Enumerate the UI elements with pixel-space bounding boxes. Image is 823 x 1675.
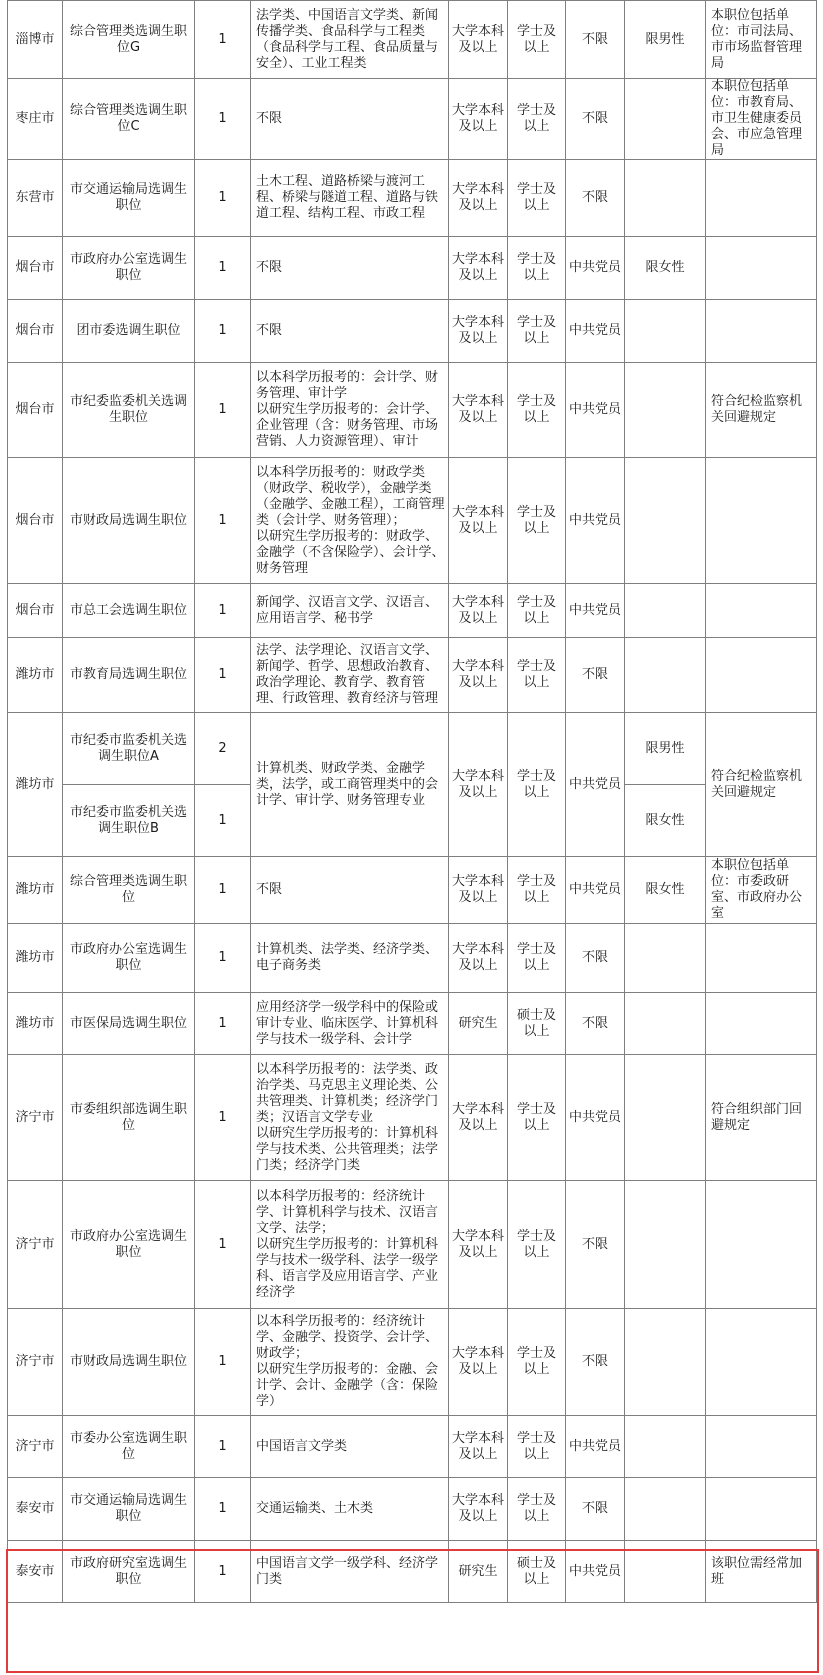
- cell-note: [706, 1478, 817, 1541]
- cell-city: 淄博市: [8, 1, 63, 79]
- cell-degree: 学士及以上: [508, 713, 566, 857]
- cell-party: 中共党员: [566, 363, 625, 458]
- cell-edu: 大学本科及以上: [449, 363, 508, 458]
- cell-gender: [625, 1309, 706, 1416]
- cell-pos: 市医保局选调生职位: [63, 993, 195, 1055]
- cell-count: 1: [195, 1416, 251, 1478]
- cell-pos: 市纪委市监委机关选调生职位B: [63, 785, 195, 857]
- cell-count: 1: [195, 924, 251, 993]
- cell-city: 泰安市: [8, 1541, 63, 1603]
- cell-gender: [625, 300, 706, 363]
- cell-major: 以本科学历报考的：经济统计学、金融学、投资学、会计学、财政学； 以研究生学历报考的：金融、会计学、会计、金融学（含：保险学）: [251, 1309, 449, 1416]
- cell-major: 不限: [251, 79, 449, 160]
- cell-party: 中共党员: [566, 237, 625, 300]
- cell-major: 计算机类、财政学类、金融学类，法学，或工商管理类中的会计学、审计学、财务管理专业: [251, 713, 449, 857]
- cell-edu: 大学本科及以上: [449, 160, 508, 237]
- table-row: [8, 857, 817, 924]
- cell-degree: 硕士及以上: [508, 1541, 566, 1603]
- cell-note: 符合组织部门回避规定: [706, 1055, 817, 1181]
- cell-gender: [625, 1541, 706, 1603]
- cell-party: 中共党员: [566, 1416, 625, 1478]
- cell-edu: 大学本科及以上: [449, 1055, 508, 1181]
- cell-note: 本职位包括单位：市委政研室、市政府办公室: [706, 857, 817, 924]
- table-row: [8, 1, 817, 79]
- cell-count: 1: [195, 857, 251, 924]
- cell-degree: 学士及以上: [508, 237, 566, 300]
- cell-party: 中共党员: [566, 458, 625, 584]
- cell-note: [706, 1309, 817, 1416]
- cell-count: 1: [195, 1181, 251, 1309]
- cell-degree: 学士及以上: [508, 458, 566, 584]
- cell-degree: 学士及以上: [508, 924, 566, 993]
- cell-degree: 学士及以上: [508, 79, 566, 160]
- cell-edu: 大学本科及以上: [449, 1416, 508, 1478]
- cell-note: [706, 1181, 817, 1309]
- cell-major: 交通运输类、土木类: [251, 1478, 449, 1541]
- cell-gender: [625, 1055, 706, 1181]
- cell-major: 以本科学历报考的：法学类、政治学类、马克思主义理论类、公共管理类、计算机类；经济学门类；汉语言文学专业 以研究生学历报考的：计算机科学与技术类、公共管理类；法学门类；经济学门类: [251, 1055, 449, 1181]
- cell-degree: 学士及以上: [508, 1181, 566, 1309]
- cell-count: 1: [195, 1478, 251, 1541]
- cell-pos: 市委组织部选调生职位: [63, 1055, 195, 1181]
- cell-gender: [625, 363, 706, 458]
- table-row: [8, 1541, 817, 1603]
- table-body: [8, 1, 817, 1603]
- cell-pos: 市财政局选调生职位: [63, 1309, 195, 1416]
- cell-note: 符合纪检监察机关回避规定: [706, 363, 817, 458]
- cell-edu: 大学本科及以上: [449, 1181, 508, 1309]
- cell-count: 1: [195, 1541, 251, 1603]
- cell-major: 以本科学历报考的：会计学、财务管理、审计学 以研究生学历报考的：会计学、企业管理（含：财务管理、市场营销、人力资源管理）、审计: [251, 363, 449, 458]
- cell-party: 中共党员: [566, 300, 625, 363]
- cell-gender: [625, 924, 706, 993]
- cell-major: 不限: [251, 300, 449, 363]
- cell-gender: [625, 1181, 706, 1309]
- cell-edu: 大学本科及以上: [449, 924, 508, 993]
- cell-gender: [625, 993, 706, 1055]
- cell-city: 烟台市: [8, 300, 63, 363]
- cell-edu: 大学本科及以上: [449, 1309, 508, 1416]
- cell-major: 中国语言文学一级学科、经济学门类: [251, 1541, 449, 1603]
- cell-city: 烟台市: [8, 458, 63, 584]
- cell-party: 不限: [566, 924, 625, 993]
- cell-count: 1: [195, 363, 251, 458]
- table-row: [8, 1181, 817, 1309]
- cell-gender: 限女性: [625, 785, 706, 857]
- cell-gender: [625, 160, 706, 237]
- cell-city: 济宁市: [8, 1309, 63, 1416]
- cell-degree: 学士及以上: [508, 1309, 566, 1416]
- cell-major: 法学类、中国语言文学类、新闻传播学类、食品科学与工程类（食品科学与工程、食品质量与安全）、工业工程类: [251, 1, 449, 79]
- cell-pos: 综合管理类选调生职位G: [63, 1, 195, 79]
- cell-degree: 学士及以上: [508, 1055, 566, 1181]
- cell-major: 土木工程、道路桥梁与渡河工程、桥梁与隧道工程、道路与铁道工程、结构工程、市政工程: [251, 160, 449, 237]
- cell-party: 不限: [566, 1, 625, 79]
- cell-degree: 硕士及以上: [508, 993, 566, 1055]
- cell-count: 1: [195, 993, 251, 1055]
- cell-edu: 大学本科及以上: [449, 638, 508, 713]
- cell-major: 新闻学、汉语言文学、汉语言、应用语言学、秘书学: [251, 584, 449, 638]
- cell-pos: 市总工会选调生职位: [63, 584, 195, 638]
- table-row: [8, 993, 817, 1055]
- cell-party: 不限: [566, 638, 625, 713]
- cell-degree: 学士及以上: [508, 363, 566, 458]
- cell-pos: 市政府办公室选调生职位: [63, 924, 195, 993]
- table-row: [8, 300, 817, 363]
- table-row: [8, 1309, 817, 1416]
- cell-party: 中共党员: [566, 1055, 625, 1181]
- cell-party: 不限: [566, 1309, 625, 1416]
- cell-party: 中共党员: [566, 1541, 625, 1603]
- cell-edu: 大学本科及以上: [449, 300, 508, 363]
- cell-count: 1: [195, 300, 251, 363]
- cell-gender: 限女性: [625, 237, 706, 300]
- cell-degree: 学士及以上: [508, 1478, 566, 1541]
- cell-major: 以本科学历报考的：财政学类（财政学、税收学），金融学类（金融学、金融工程），工商管理类（会计学、财务管理）； 以研究生学历报考的：财政学、金融学（不含保险学）、会计学、财务管理: [251, 458, 449, 584]
- cell-city: 潍坊市: [8, 924, 63, 993]
- cell-pos: 市政府办公室选调生职位: [63, 237, 195, 300]
- cell-edu: 大学本科及以上: [449, 237, 508, 300]
- cell-city: 潍坊市: [8, 713, 63, 857]
- cell-degree: 学士及以上: [508, 638, 566, 713]
- cell-count: 1: [195, 79, 251, 160]
- cell-gender: [625, 584, 706, 638]
- table-row: [8, 458, 817, 584]
- cell-count: 1: [195, 160, 251, 237]
- cell-note: [706, 237, 817, 300]
- cell-count: 1: [195, 237, 251, 300]
- cell-pos: 市交通运输局选调生职位: [63, 160, 195, 237]
- cell-gender: 限男性: [625, 713, 706, 785]
- cell-city: 烟台市: [8, 584, 63, 638]
- cell-city: 泰安市: [8, 1478, 63, 1541]
- cell-party: 不限: [566, 79, 625, 160]
- cell-party: 不限: [566, 1181, 625, 1309]
- cell-pos: 市交通运输局选调生职位: [63, 1478, 195, 1541]
- table-row: [8, 79, 817, 160]
- cell-count: 2: [195, 713, 251, 785]
- cell-pos: 市纪委市监委机关选调生职位A: [63, 713, 195, 785]
- cell-degree: 学士及以上: [508, 1, 566, 79]
- table-row: [8, 638, 817, 713]
- table-row: [8, 1478, 817, 1541]
- cell-city: 潍坊市: [8, 638, 63, 713]
- table-row: [8, 584, 817, 638]
- cell-degree: 学士及以上: [508, 584, 566, 638]
- cell-city: 潍坊市: [8, 993, 63, 1055]
- cell-note: 该职位需经常加班: [706, 1541, 817, 1603]
- table-row: [8, 363, 817, 458]
- table-row: [8, 1055, 817, 1181]
- cell-count: 1: [195, 1055, 251, 1181]
- cell-note: [706, 300, 817, 363]
- cell-city: 潍坊市: [8, 857, 63, 924]
- cell-pos: 市教育局选调生职位: [63, 638, 195, 713]
- cell-major: 以本科学历报考的：经济统计学、计算机科学与技术、汉语言文学、法学； 以研究生学历报考的：计算机科学与技术一级学科、法学一级学科、语言学及应用语言学、产业经济学: [251, 1181, 449, 1309]
- cell-note: 本职位包括单位：市司法局、市市场监督管理局: [706, 1, 817, 79]
- table-row: [8, 237, 817, 300]
- cell-note: [706, 160, 817, 237]
- cell-edu: 大学本科及以上: [449, 79, 508, 160]
- cell-pos: 综合管理类选调生职位C: [63, 79, 195, 160]
- cell-pos: 市委办公室选调生职位: [63, 1416, 195, 1478]
- cell-party: 中共党员: [566, 713, 625, 857]
- table-row: [8, 713, 817, 785]
- cell-pos: 市政府办公室选调生职位: [63, 1181, 195, 1309]
- table-row: [8, 924, 817, 993]
- cell-major: 法学、法学理论、汉语言文学、新闻学、哲学、思想政治教育、政治学理论、教育学、教育管理、行政管理、教育经济与管理: [251, 638, 449, 713]
- cell-degree: 学士及以上: [508, 857, 566, 924]
- cell-degree: 学士及以上: [508, 160, 566, 237]
- cell-major: 计算机类、法学类、经济学类、电子商务类: [251, 924, 449, 993]
- cell-city: 烟台市: [8, 363, 63, 458]
- cell-note: 本职位包括单位：市教育局、市卫生健康委员会、市应急管理局: [706, 79, 817, 160]
- recruitment-table: [7, 0, 817, 1603]
- cell-note: [706, 584, 817, 638]
- cell-gender: 限男性: [625, 1, 706, 79]
- cell-pos: 团市委选调生职位: [63, 300, 195, 363]
- cell-gender: 限女性: [625, 857, 706, 924]
- table-row: [8, 1416, 817, 1478]
- cell-edu: 大学本科及以上: [449, 458, 508, 584]
- cell-pos: 市财政局选调生职位: [63, 458, 195, 584]
- cell-count: 1: [195, 1, 251, 79]
- cell-city: 烟台市: [8, 237, 63, 300]
- table-row: [8, 160, 817, 237]
- cell-gender: [625, 1416, 706, 1478]
- cell-party: 不限: [566, 1478, 625, 1541]
- cell-city: 枣庄市: [8, 79, 63, 160]
- cell-count: 1: [195, 1309, 251, 1416]
- cell-city: 济宁市: [8, 1416, 63, 1478]
- cell-note: [706, 638, 817, 713]
- cell-degree: 学士及以上: [508, 1416, 566, 1478]
- cell-note: [706, 1416, 817, 1478]
- cell-party: 不限: [566, 160, 625, 237]
- cell-degree: 学士及以上: [508, 300, 566, 363]
- cell-gender: [625, 638, 706, 713]
- cell-major: 不限: [251, 237, 449, 300]
- cell-edu: 研究生: [449, 1541, 508, 1603]
- cell-edu: 大学本科及以上: [449, 584, 508, 638]
- cell-note: [706, 924, 817, 993]
- cell-gender: [625, 79, 706, 160]
- cell-city: 济宁市: [8, 1055, 63, 1181]
- cell-major: 中国语言文学类: [251, 1416, 449, 1478]
- cell-note: [706, 993, 817, 1055]
- cell-major: 不限: [251, 857, 449, 924]
- cell-count: 1: [195, 584, 251, 638]
- cell-city: 东营市: [8, 160, 63, 237]
- cell-city: 济宁市: [8, 1181, 63, 1309]
- cell-major: 应用经济学一级学科中的保险或审计专业、临床医学、计算机科学与技术一级学科、会计学: [251, 993, 449, 1055]
- cell-pos: 市政府研究室选调生职位: [63, 1541, 195, 1603]
- cell-count: 1: [195, 638, 251, 713]
- cell-edu: 大学本科及以上: [449, 857, 508, 924]
- cell-edu: 研究生: [449, 993, 508, 1055]
- cell-party: 不限: [566, 993, 625, 1055]
- cell-edu: 大学本科及以上: [449, 1478, 508, 1541]
- cell-count: 1: [195, 458, 251, 584]
- cell-note: [706, 458, 817, 584]
- cell-pos: 市纪委监委机关选调生职位: [63, 363, 195, 458]
- cell-edu: 大学本科及以上: [449, 1, 508, 79]
- cell-gender: [625, 458, 706, 584]
- cell-edu: 大学本科及以上: [449, 713, 508, 857]
- cell-pos: 综合管理类选调生职位: [63, 857, 195, 924]
- cell-party: 中共党员: [566, 857, 625, 924]
- cell-note: 符合纪检监察机关回避规定: [706, 713, 817, 857]
- cell-count: 1: [195, 785, 251, 857]
- cell-party: 中共党员: [566, 584, 625, 638]
- cell-gender: [625, 1478, 706, 1541]
